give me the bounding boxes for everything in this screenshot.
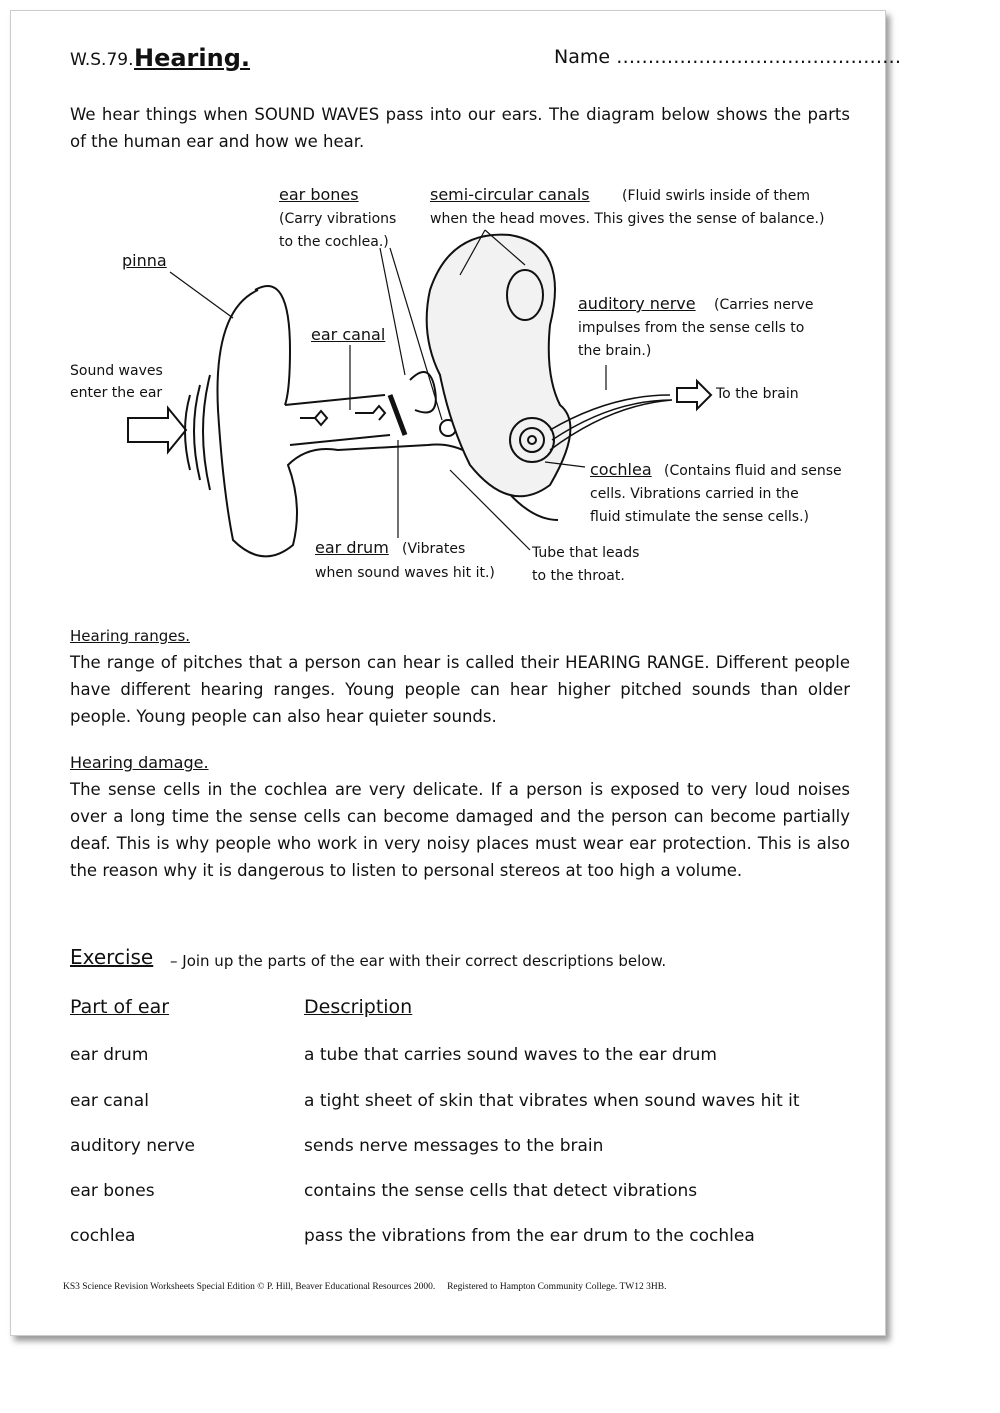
sound-arrow	[128, 408, 186, 452]
description-item[interactable]: a tube that carries sound waves to the ear drum	[304, 1045, 717, 1065]
part-item[interactable]: ear canal	[70, 1091, 149, 1111]
label-ear-drum: ear drum	[315, 538, 389, 557]
ear-drum-mark	[390, 395, 405, 435]
description-item[interactable]: a tight sheet of skin that vibrates when sound waves hit it	[304, 1091, 800, 1111]
label-semicircular-canals: semi-circular canals	[430, 185, 590, 204]
exercise-heading: Exercise	[70, 945, 154, 969]
part-item[interactable]: cochlea	[70, 1226, 136, 1246]
column-header-description: Description	[304, 996, 413, 1018]
part-item[interactable]: ear bones	[70, 1181, 155, 1201]
description-item[interactable]: contains the sense cells that detect vibrations	[304, 1181, 698, 1201]
nerve-desc: impulses from the sense cells to	[578, 320, 805, 336]
label-ear-canal: ear canal	[311, 325, 386, 344]
ear-diagram	[0, 0, 1000, 600]
worksheet-code: W.S.79.	[70, 50, 134, 70]
sound-waves-label: enter the ear	[70, 385, 163, 401]
canals-desc: when the head moves. This gives the sense of balance.)	[430, 211, 825, 227]
cochlea-desc: fluid stimulate the sense cells.)	[590, 509, 809, 525]
to-brain-label: To the brain	[716, 386, 799, 402]
tube-label: Tube that leads	[532, 545, 640, 561]
ear-drum-desc: (Vibrates	[402, 541, 466, 557]
ear-bones-desc: (Carry vibrations	[279, 211, 397, 227]
ear-bones-desc: to the cochlea.)	[279, 234, 389, 250]
ear-drum-desc: when sound waves hit it.)	[315, 565, 495, 581]
label-ear-bones: ear bones	[279, 185, 359, 204]
exercise-instruction: – Join up the parts of the ear with their correct descriptions below.	[170, 952, 667, 970]
inner-ear	[427, 235, 571, 497]
sound-waves-label: Sound waves	[70, 363, 163, 379]
canals-desc: (Fluid swirls inside of them	[622, 188, 810, 204]
page-title: Hearing.	[134, 44, 251, 72]
hearing-ranges-heading: Hearing ranges.	[70, 627, 191, 645]
column-header-part: Part of ear	[70, 996, 170, 1018]
label-auditory-nerve: auditory nerve	[578, 294, 696, 313]
part-item[interactable]: auditory nerve	[70, 1136, 195, 1156]
nerve-desc: the brain.)	[578, 343, 652, 359]
footer-copyright: KS3 Science Revision Worksheets Special Edition © P. Hill, Beaver Educational Resources 2000. Registered to Hampton Community College. TW12 3HB.	[63, 1282, 667, 1292]
nerve-desc: (Carries nerve	[714, 297, 814, 313]
name-field[interactable]: Name ………………………………………	[554, 46, 902, 68]
description-item[interactable]: pass the vibrations from the ear drum to the cochlea	[304, 1226, 755, 1246]
cochlea-desc: (Contains fluid and sense	[664, 463, 842, 479]
intro-text: We hear things when SOUND WAVES pass into our ears. The diagram below shows the parts of the human ear and how we hear.	[70, 105, 850, 151]
label-pinna: pinna	[122, 251, 167, 270]
part-item[interactable]: ear drum	[70, 1045, 149, 1065]
hearing-ranges-text: The range of pitches that a person can hear is called their HEARING RANGE. Different people have different hearing ranges. Young people can hear higher pitched sounds than older people. Young people can also hear quieter sounds.	[70, 653, 850, 726]
description-item[interactable]: sends nerve messages to the brain	[304, 1136, 604, 1156]
label-cochlea: cochlea	[590, 460, 652, 479]
hearing-damage-heading: Hearing damage.	[70, 753, 209, 772]
hearing-damage-text: The sense cells in the cochlea are very delicate. If a person is exposed to very loud noises over a long time the sense cells can become damaged and the person can become partially deaf. This is why people who work in very noisy places must wear ear protection. This is also the reason why it is dangerous to listen to personal stereos at too high a volume.	[70, 780, 850, 880]
cochlea-desc: cells. Vibrations carried in the	[590, 486, 799, 502]
tube-label: to the throat.	[532, 568, 625, 584]
